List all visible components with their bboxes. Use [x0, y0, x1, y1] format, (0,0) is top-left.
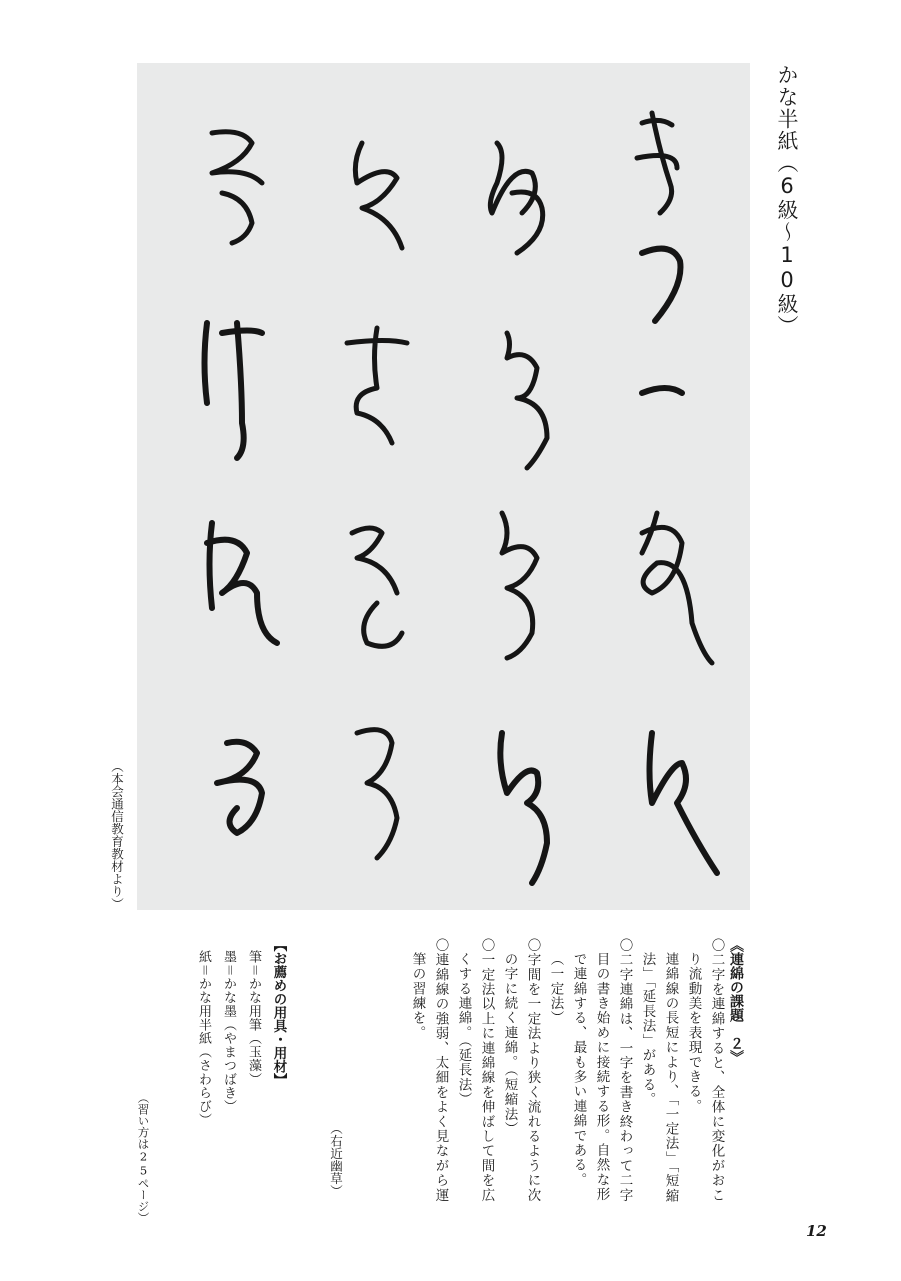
brush-stroke [637, 113, 677, 213]
calligraphy-sample-panel [137, 63, 750, 910]
page-number: 12 [806, 1222, 827, 1240]
tools-heading: 【お薦めの用具・用材】 [270, 938, 287, 1087]
lesson-line: 筆の習練を。 [409, 952, 426, 1041]
source-note: （本会通信教育教材より） [109, 760, 125, 910]
lesson-line: 〇一定法以上に連綿線を伸ばして間を広 [478, 938, 495, 1203]
lesson-line: （一定法） [547, 952, 564, 1026]
brush-stroke [207, 523, 277, 643]
brush-stroke [642, 513, 712, 663]
lesson-heading: 《連綿の課題 ２》 [728, 938, 744, 1064]
brush-stroke [507, 333, 547, 468]
lesson-line: 目の書き始めに接続する形。自然な形 [593, 952, 610, 1202]
lesson-line: り流動美を表現できる。 [685, 952, 702, 1114]
practice-note: （習い方は25ページ） [136, 1092, 151, 1224]
lesson-line: くする連綿。（延長法） [455, 952, 472, 1107]
brush-stroke [217, 742, 262, 833]
brush-stroke [205, 323, 263, 458]
brush-stroke [212, 132, 262, 243]
brush-stroke [502, 513, 537, 658]
lesson-line: 〇二字連綿は、一字を書き終わって二字 [616, 938, 633, 1203]
brush-stroke [347, 328, 407, 443]
lesson-line: の字に続く連綿。（短縮法） [501, 952, 518, 1137]
lesson-line: 〇字間を一定法より狭く流れるように次 [524, 938, 541, 1203]
tool-line: 墨＝かな墨（やまつばき） [221, 950, 236, 1114]
brush-stroke [490, 143, 542, 253]
brush-stroke [357, 730, 397, 858]
brush-stroke [650, 733, 718, 873]
lesson-line: 〇二字を連綿すると、全体に変化がおこ [708, 938, 725, 1203]
lesson-line: 連綿線の長短により、「一定法」「短縮 [662, 952, 679, 1204]
brush-stroke [352, 528, 402, 646]
lesson-line: で連綿する、最も多い連綿である。 [570, 952, 587, 1188]
brush-stroke [500, 733, 547, 883]
page-title: かな半紙（6級〜10級） [775, 64, 799, 337]
brush-stroke [642, 249, 682, 394]
tool-line: 紙＝かな用半紙（さわらび） [196, 950, 211, 1127]
lesson-line: 〇連綿線の強弱、太細をよく見ながら運 [432, 938, 449, 1203]
author-credit: （右近幽草） [328, 1122, 344, 1197]
brush-stroke [355, 143, 402, 248]
lesson-line: 法」「延長法」がある。 [639, 952, 656, 1107]
tool-line: 筆＝かな用筆（玉藻） [246, 950, 261, 1086]
calligraphy-strokes [137, 63, 750, 910]
